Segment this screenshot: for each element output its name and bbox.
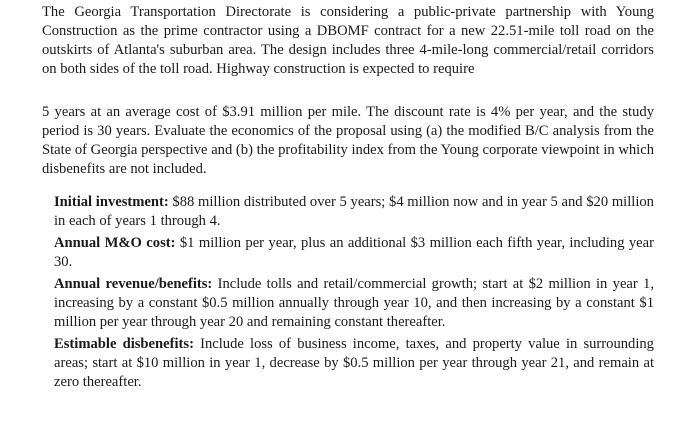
item-text: Include tolls and retail/commercial growth; start at $2 million in year 1, increasing by a constant $0.5 million annually through year 10, and then increasing by a constant $1 million per year through year 20 and remaining constant thereafter. [54, 276, 654, 330]
item-annual-revenue-benefits [54, 275, 654, 332]
item-annual-mo-cost [54, 234, 654, 272]
item-label: Initial investment: [54, 194, 169, 210]
item-text: Include loss of business income, taxes, and property value in surrounding areas; start at $10 million in year 1, decrease by $0.5 million per year through year 21, and remain at zero thereafter. [54, 336, 654, 390]
item-label: Annual M&O cost: [54, 235, 176, 251]
item-initial-investment [54, 193, 654, 231]
item-label: Annual revenue/benefits: [54, 276, 213, 292]
problem-paragraph-1: The Georgia Transportation Directorate is considering a public-private partnership with Young Construction as the prime contractor using a DBOMF contract for a new 22.51-mile toll road on the outskirts of Atlanta's suburban area. The design includes three 4-mile-long commercial/retail corridors on both sides of the toll road. Highway construction is expected to require [42, 4, 654, 77]
cost-items-list [54, 193, 654, 395]
problem-paragraph-2: 5 years at an average cost of $3.91 million per mile. The discount rate is 4% per year, and the study period is 30 years. Evaluate the economics of the proposal using (a) the modified B/C analysis from the State of Georgia perspective and (b) the profitability index from the Young corporate viewpoint in which disbenefits are not included. [42, 104, 654, 177]
item-estimable-disbenefits [54, 335, 654, 392]
item-text: $88 million distributed over 5 years; $4 million now and in year 5 and $20 million in each of years 1 through 4. [54, 194, 654, 229]
item-text: $1 million per year, plus an additional $3 million each fifth year, including year 30. [54, 235, 654, 270]
item-label: Estimable disbenefits: [54, 336, 194, 352]
